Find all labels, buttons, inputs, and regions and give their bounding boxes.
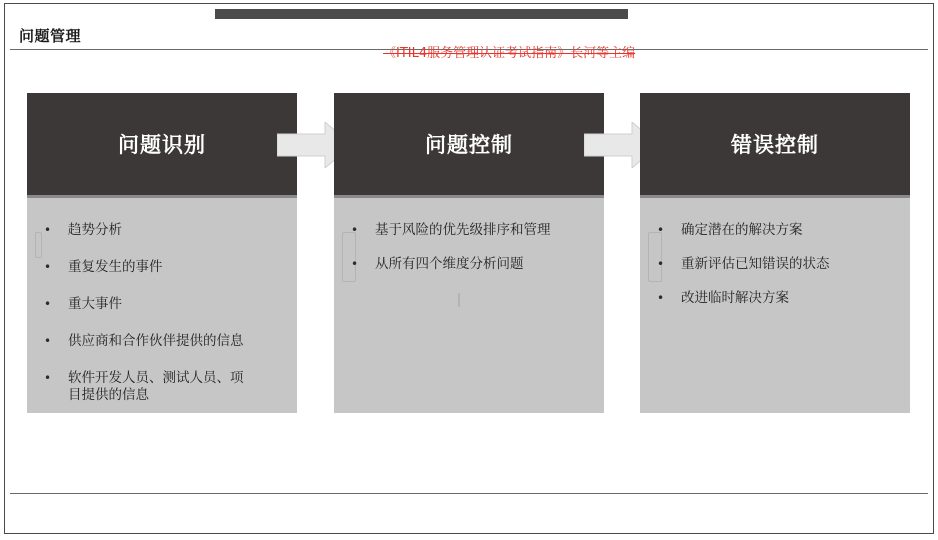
list-item: • 重复发生的事件 xyxy=(27,259,297,276)
column-title: 问题识别 xyxy=(118,133,206,157)
text-cursor-mark xyxy=(458,293,460,307)
list-item: • 改进临时解决方案 xyxy=(640,290,910,307)
column-body xyxy=(640,198,910,413)
bullet-list xyxy=(334,222,604,273)
list-item: • 确定潜在的解决方案 xyxy=(640,222,910,239)
column-body xyxy=(27,198,297,413)
column-problem-control xyxy=(334,93,604,413)
source-subtitle: 《ITIL4服务管理认证考试指南》长河等主编 xyxy=(383,46,636,61)
list-item: • 供应商和合作伙伴提供的信息 xyxy=(27,333,297,350)
column-title: 问题控制 xyxy=(425,133,513,157)
bottom-divider xyxy=(10,493,928,494)
list-item: • 软件开发人员、测试人员、项目提供的信息 xyxy=(27,370,257,404)
list-item: • 基于风险的优先级排序和管理 xyxy=(334,222,604,239)
page-title: 问题管理 xyxy=(19,27,82,45)
top-decorative-bar xyxy=(215,9,628,19)
bullet-list xyxy=(27,222,297,404)
column-header xyxy=(334,93,604,198)
bullet-list xyxy=(640,222,910,307)
column-header xyxy=(27,93,297,198)
column-error-control xyxy=(640,93,910,413)
list-item: • 重大事件 xyxy=(27,296,297,313)
column-title: 错误控制 xyxy=(731,133,819,157)
list-item: • 重新评估已知错误的状态 xyxy=(640,256,910,273)
column-problem-identification xyxy=(27,93,297,413)
column-header xyxy=(640,93,910,198)
column-body xyxy=(334,198,604,413)
list-item: • 趋势分析 xyxy=(27,222,297,239)
list-item: • 从所有四个维度分析问题 xyxy=(334,256,604,273)
